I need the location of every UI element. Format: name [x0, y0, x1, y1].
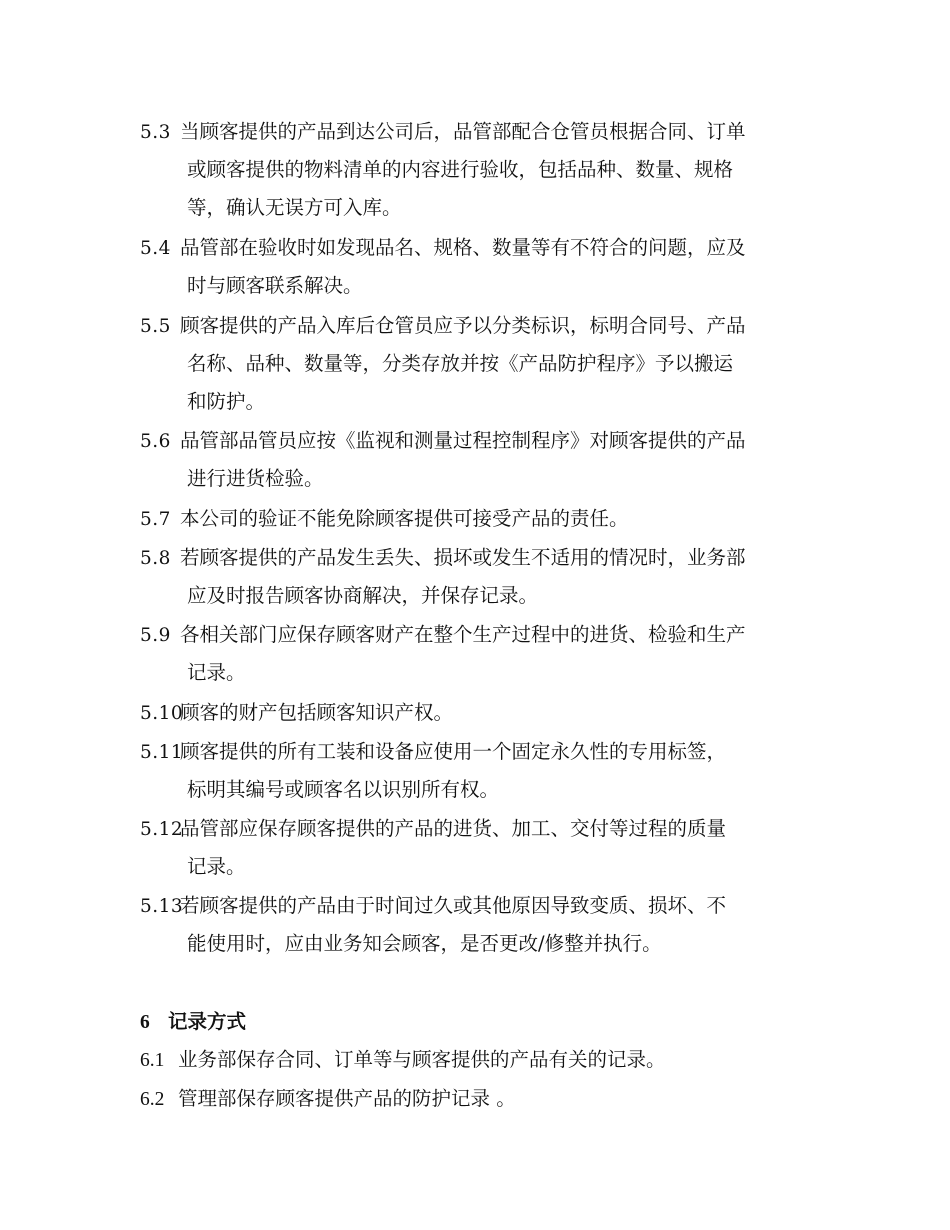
clause-text-line: 若顾客提供的产品由于时间过久或其他原因导致变质、损坏、不 — [180, 894, 727, 917]
clause-5-5 — [140, 307, 820, 421]
clause-text-line: 应及时报告顾客协商解决，并保存记录。 — [187, 584, 539, 607]
clause-text-line: 顾客提供的产品入库后仓管员应予以分类标识，标明合同号、产品 — [180, 314, 746, 337]
clause-number: 5.10 — [140, 703, 184, 724]
record-number: 6.2 — [140, 1089, 165, 1110]
clause-number: 5.6 — [140, 431, 171, 452]
clause-5-3 — [140, 113, 820, 227]
clause-5-8 — [140, 539, 820, 615]
clause-5-6 — [140, 422, 820, 498]
clause-number: 5.13 — [140, 896, 184, 917]
section-heading — [140, 1003, 246, 1042]
clause-text-line: 本公司的验证不能免除顾客提供可接受产品的责任。 — [180, 507, 629, 530]
clause-5-4 — [140, 229, 820, 305]
clause-text-line: 若顾客提供的产品发生丢失、损坏或发生不适用的情况时，业务部 — [180, 546, 746, 569]
clause-5-12 — [140, 810, 820, 886]
clause-text-line: 名称、品种、数量等，分类存放并按《产品防护程序》予以搬运 — [187, 352, 734, 375]
clause-5-11 — [140, 733, 820, 809]
clause-text-line: 和防护。 — [187, 390, 266, 413]
clause-text-line: 品管部品管员应按《监视和测量过程控制程序》对顾客提供的产品 — [180, 429, 746, 452]
clause-text-line: 品管部在验收时如发现品名、规格、数量等有不符合的问题，应及 — [180, 236, 746, 259]
clause-text-line: 顾客提供的所有工装和设备应使用一个固定永久性的专用标签， — [180, 740, 727, 763]
clause-5-10 — [140, 694, 820, 732]
record-text: 业务部保存合同、订单等与顾客提供的产品有关的记录。 — [178, 1048, 666, 1071]
clause-text-line: 或顾客提供的物料清单的内容进行验收，包括品种、数量、规格 — [187, 158, 734, 181]
clause-number: 5.5 — [140, 316, 171, 337]
clause-text-line: 标明其编号或顾客名以识别所有权。 — [187, 778, 500, 801]
clause-text-line: 各相关部门应保存顾客财产在整个生产过程中的进货、检验和生产 — [180, 623, 746, 646]
clause-number: 5.7 — [140, 509, 171, 530]
clause-number: 5.3 — [140, 122, 171, 143]
record-number: 6.1 — [140, 1050, 165, 1071]
clause-number: 5.4 — [140, 238, 171, 259]
record-text: 管理部保存顾客提供产品的防护记录 。 — [178, 1087, 516, 1110]
clause-text-line: 品管部应保存顾客提供的产品的进货、加工、交付等过程的质量 — [180, 817, 727, 840]
clause-number: 5.8 — [140, 548, 171, 569]
section-title: 记录方式 — [168, 1010, 247, 1033]
clause-text-line: 时与顾客联系解决。 — [187, 274, 363, 297]
record-item-6-1 — [140, 1041, 666, 1080]
clause-text-line: 能使用时，应由业务知会顾客，是否更改/修整并执行。 — [187, 932, 662, 955]
section-number: 6 — [140, 1012, 150, 1033]
clause-number: 5.11 — [140, 742, 184, 763]
clause-text-line: 记录。 — [187, 855, 246, 878]
clause-text-line: 记录。 — [187, 661, 246, 684]
clause-text-line: 进行进货检验。 — [187, 467, 324, 490]
clause-text-line: 等，确认无误方可入库。 — [187, 196, 402, 219]
record-item-6-2 — [140, 1080, 516, 1119]
clause-number: 5.9 — [140, 625, 171, 646]
clause-text-line: 当顾客提供的产品到达公司后，品管部配合仓管员根据合同、订单 — [180, 120, 746, 143]
clause-5-9 — [140, 616, 820, 692]
clause-5-7 — [140, 500, 820, 538]
clause-5-13 — [140, 887, 820, 963]
clause-number: 5.12 — [140, 819, 184, 840]
clause-text-line: 顾客的财产包括顾客知识产权。 — [180, 701, 454, 724]
